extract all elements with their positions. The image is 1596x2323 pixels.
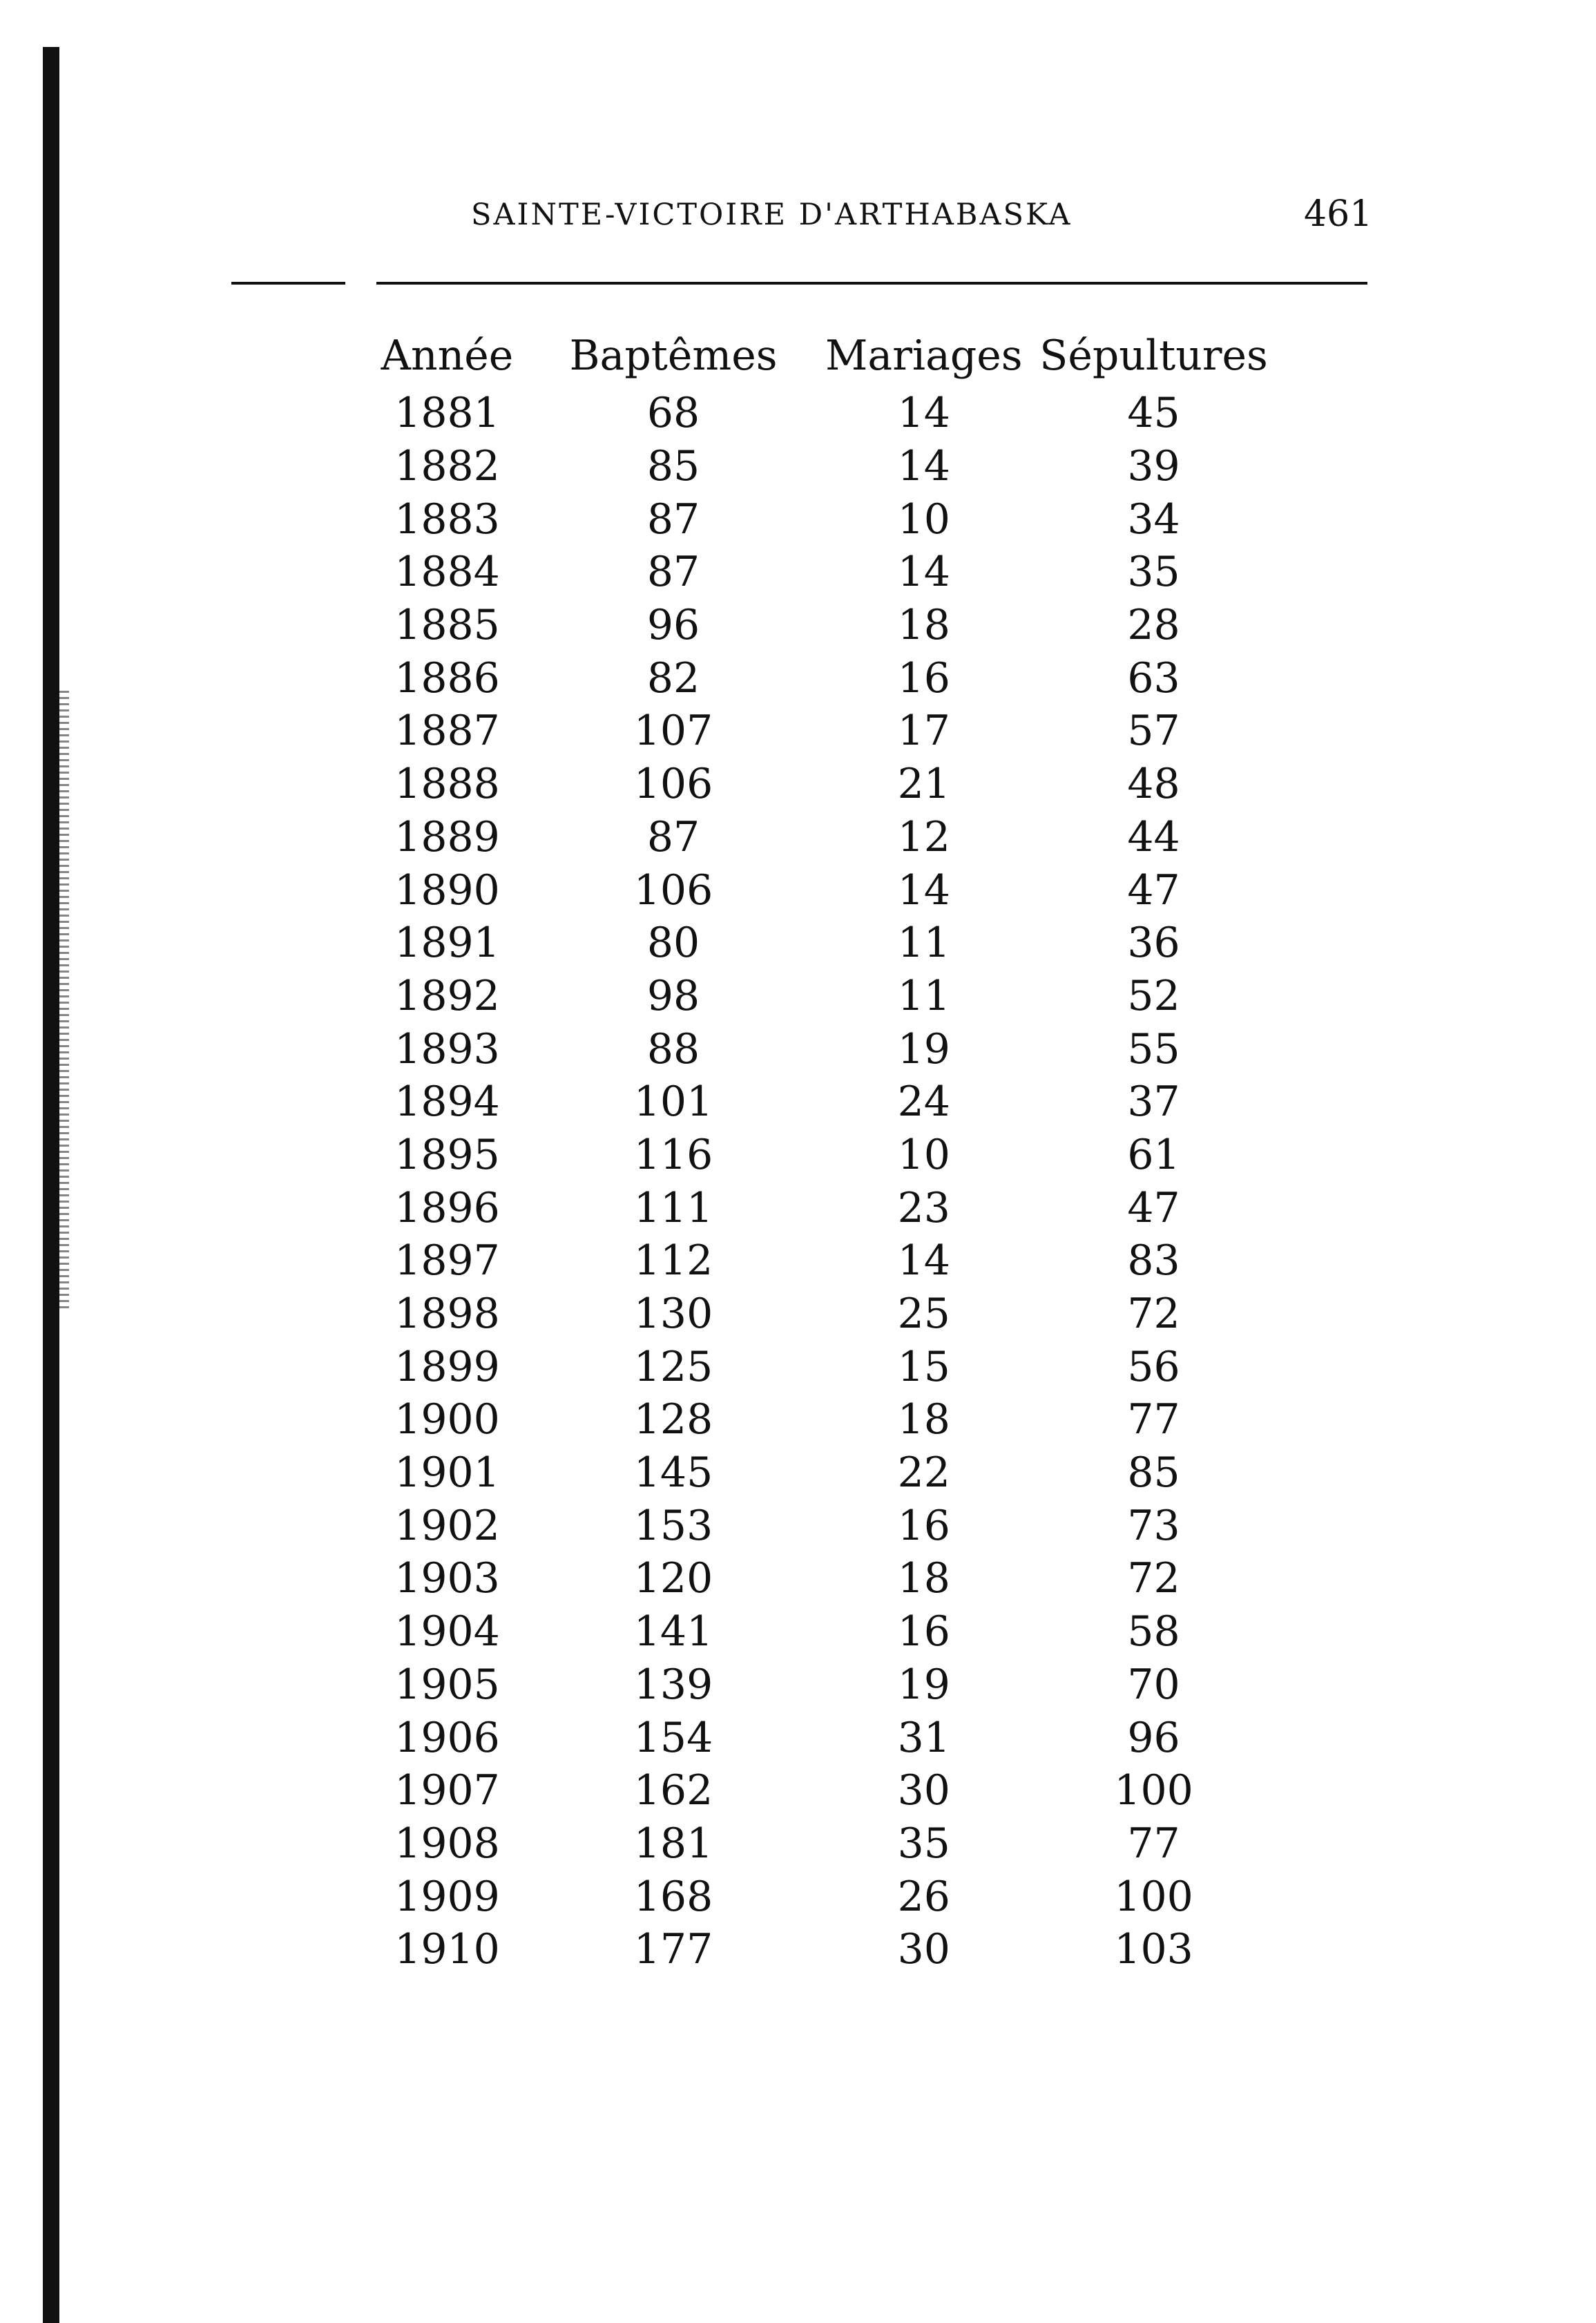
column-header-baptisms: Baptêmes	[569, 332, 778, 380]
cell-burials: 45	[1127, 389, 1180, 438]
cell-burials: 70	[1127, 1660, 1180, 1709]
cell-baptisms: 111	[633, 1183, 713, 1232]
cell-burials: 77	[1127, 1819, 1180, 1868]
table-row	[373, 1393, 1285, 1446]
table-row	[373, 387, 1285, 440]
cell-year: 1893	[394, 1024, 500, 1073]
cell-burials: 55	[1127, 1024, 1180, 1073]
cell-marriages: 14	[897, 866, 950, 915]
table-row	[373, 863, 1285, 917]
cell-year: 1906	[394, 1713, 500, 1762]
table-row	[373, 970, 1285, 1023]
cell-burials: 36	[1127, 919, 1180, 968]
cell-baptisms: 98	[646, 971, 700, 1020]
cell-year: 1896	[394, 1183, 500, 1232]
cell-marriages: 15	[897, 1342, 950, 1391]
table-row	[373, 1181, 1285, 1234]
cell-baptisms: 181	[633, 1819, 713, 1868]
cell-burials: 73	[1127, 1501, 1180, 1550]
cell-burials: 56	[1127, 1342, 1180, 1391]
cell-year: 1894	[394, 1078, 500, 1127]
page-number: 461	[1304, 193, 1373, 235]
table-header	[373, 325, 1285, 387]
cell-burials: 63	[1127, 653, 1180, 702]
cell-year: 1889	[394, 812, 500, 861]
cell-burials: 37	[1127, 1078, 1180, 1127]
cell-burials: 83	[1127, 1236, 1180, 1285]
cell-baptisms: 125	[633, 1342, 713, 1391]
cell-burials: 35	[1127, 548, 1180, 597]
table-row	[373, 1129, 1285, 1182]
cell-baptisms: 106	[633, 866, 713, 915]
cell-marriages: 16	[897, 653, 950, 702]
cell-burials: 72	[1127, 1290, 1180, 1339]
cell-baptisms: 177	[633, 1925, 713, 1974]
cell-marriages: 23	[897, 1183, 950, 1232]
table-row	[373, 1022, 1285, 1076]
table-row	[373, 651, 1285, 705]
cell-year: 1908	[394, 1819, 500, 1868]
cell-burials: 34	[1127, 495, 1180, 544]
cell-marriages: 11	[897, 971, 950, 1020]
cell-marriages: 18	[897, 1395, 950, 1444]
cell-burials: 28	[1127, 601, 1180, 650]
cell-year: 1891	[394, 919, 500, 968]
cell-year: 1886	[394, 653, 500, 702]
cell-year: 1888	[394, 760, 500, 809]
table-row	[373, 1076, 1285, 1129]
cell-burials: 47	[1127, 866, 1180, 915]
cell-burials: 100	[1114, 1766, 1193, 1815]
cell-baptisms: 87	[646, 548, 700, 597]
cell-baptisms: 154	[633, 1713, 713, 1762]
cell-marriages: 14	[897, 548, 950, 597]
cell-year: 1910	[394, 1925, 500, 1974]
cell-baptisms: 80	[646, 919, 700, 968]
cell-baptisms: 141	[633, 1607, 713, 1656]
cell-burials: 48	[1127, 760, 1180, 809]
cell-year: 1882	[394, 442, 500, 491]
cell-marriages: 25	[897, 1290, 950, 1339]
table-row	[373, 1234, 1285, 1288]
cell-baptisms: 153	[633, 1501, 713, 1550]
cell-year: 1902	[394, 1501, 500, 1550]
cell-baptisms: 87	[646, 495, 700, 544]
page-binding-shadow	[59, 691, 69, 1312]
cell-year: 1899	[394, 1342, 500, 1391]
cell-marriages: 31	[897, 1713, 950, 1762]
cell-baptisms: 85	[646, 442, 700, 491]
cell-marriages: 17	[897, 707, 950, 756]
header-rule-right	[376, 282, 1367, 285]
cell-year: 1898	[394, 1290, 500, 1339]
cell-year: 1890	[394, 866, 500, 915]
cell-marriages: 16	[897, 1501, 950, 1550]
cell-baptisms: 82	[646, 653, 700, 702]
cell-marriages: 14	[897, 389, 950, 438]
table-row	[373, 917, 1285, 970]
cell-year: 1881	[394, 389, 500, 438]
cell-year: 1897	[394, 1236, 500, 1285]
cell-marriages: 16	[897, 1607, 950, 1656]
cell-baptisms: 88	[646, 1024, 700, 1073]
cell-marriages: 18	[897, 601, 950, 650]
cell-burials: 103	[1114, 1925, 1193, 1974]
cell-baptisms: 112	[633, 1236, 713, 1285]
cell-burials: 52	[1127, 971, 1180, 1020]
table-row	[373, 1870, 1285, 1923]
table-row	[373, 546, 1285, 599]
cell-burials: 96	[1127, 1713, 1180, 1762]
cell-year: 1884	[394, 548, 500, 597]
cell-burials: 44	[1127, 812, 1180, 861]
cell-marriages: 26	[897, 1872, 950, 1921]
cell-baptisms: 168	[633, 1872, 713, 1921]
cell-marriages: 18	[897, 1554, 950, 1603]
cell-marriages: 10	[897, 495, 950, 544]
table-row	[373, 1340, 1285, 1393]
cell-year: 1909	[394, 1872, 500, 1921]
table-row	[373, 1605, 1285, 1658]
column-header-burials: Sépultures	[1039, 332, 1268, 380]
cell-marriages: 19	[897, 1660, 950, 1709]
table-row	[373, 1499, 1285, 1552]
cell-marriages: 12	[897, 812, 950, 861]
cell-year: 1887	[394, 707, 500, 756]
cell-marriages: 10	[897, 1130, 950, 1179]
column-header-year: Année	[381, 332, 514, 380]
running-head	[0, 193, 1596, 239]
cell-burials: 85	[1127, 1449, 1180, 1498]
cell-burials: 100	[1114, 1872, 1193, 1921]
cell-marriages: 30	[897, 1766, 950, 1815]
page-binding-edge	[43, 47, 59, 2323]
cell-burials: 72	[1127, 1554, 1180, 1603]
cell-marriages: 19	[897, 1024, 950, 1073]
header-rule-left	[231, 282, 345, 285]
header-row	[373, 325, 1285, 387]
table-row	[373, 440, 1285, 493]
table-row	[373, 1446, 1285, 1500]
cell-burials: 57	[1127, 707, 1180, 756]
table-row	[373, 493, 1285, 546]
column-header-marriages: Mariages	[825, 332, 1023, 380]
table-row	[373, 1923, 1285, 1976]
cell-baptisms: 162	[633, 1766, 713, 1815]
cell-baptisms: 96	[646, 601, 700, 650]
table-row	[373, 1711, 1285, 1764]
cell-baptisms: 87	[646, 812, 700, 861]
cell-marriages: 22	[897, 1449, 950, 1498]
cell-year: 1905	[394, 1660, 500, 1709]
table-row	[373, 1288, 1285, 1341]
cell-marriages: 35	[897, 1819, 950, 1868]
running-title: SAINTE-VICTOIRE D'ARTHABASKA	[471, 198, 1073, 232]
cell-year: 1903	[394, 1554, 500, 1603]
cell-marriages: 30	[897, 1925, 950, 1974]
cell-marriages: 24	[897, 1078, 950, 1127]
cell-baptisms: 106	[633, 760, 713, 809]
table-row	[373, 1658, 1285, 1712]
table-row	[373, 1817, 1285, 1871]
cell-year: 1904	[394, 1607, 500, 1656]
cell-baptisms: 116	[633, 1130, 713, 1179]
cell-year: 1892	[394, 971, 500, 1020]
cell-burials: 47	[1127, 1183, 1180, 1232]
cell-baptisms: 130	[633, 1290, 713, 1339]
table-row	[373, 1764, 1285, 1817]
cell-baptisms: 120	[633, 1554, 713, 1603]
cell-burials: 39	[1127, 442, 1180, 491]
cell-marriages: 14	[897, 1236, 950, 1285]
cell-marriages: 11	[897, 919, 950, 968]
cell-baptisms: 128	[633, 1395, 713, 1444]
cell-marriages: 21	[897, 760, 950, 809]
cell-baptisms: 68	[646, 389, 700, 438]
table-body	[373, 387, 1285, 1976]
cell-year: 1883	[394, 495, 500, 544]
table-row	[373, 811, 1285, 864]
cell-baptisms: 101	[633, 1078, 713, 1127]
cell-baptisms: 107	[633, 707, 713, 756]
table-row	[373, 705, 1285, 758]
cell-burials: 61	[1127, 1130, 1180, 1179]
table-row	[373, 599, 1285, 652]
cell-marriages: 14	[897, 442, 950, 491]
cell-year: 1885	[394, 601, 500, 650]
cell-baptisms: 145	[633, 1449, 713, 1498]
cell-year: 1900	[394, 1395, 500, 1444]
cell-burials: 58	[1127, 1607, 1180, 1656]
table-row	[373, 1552, 1285, 1605]
parish-registry-table	[373, 325, 1285, 1976]
cell-year: 1895	[394, 1130, 500, 1179]
cell-year: 1901	[394, 1449, 500, 1498]
cell-year: 1907	[394, 1766, 500, 1815]
cell-burials: 77	[1127, 1395, 1180, 1444]
table-row	[373, 758, 1285, 811]
cell-baptisms: 139	[633, 1660, 713, 1709]
